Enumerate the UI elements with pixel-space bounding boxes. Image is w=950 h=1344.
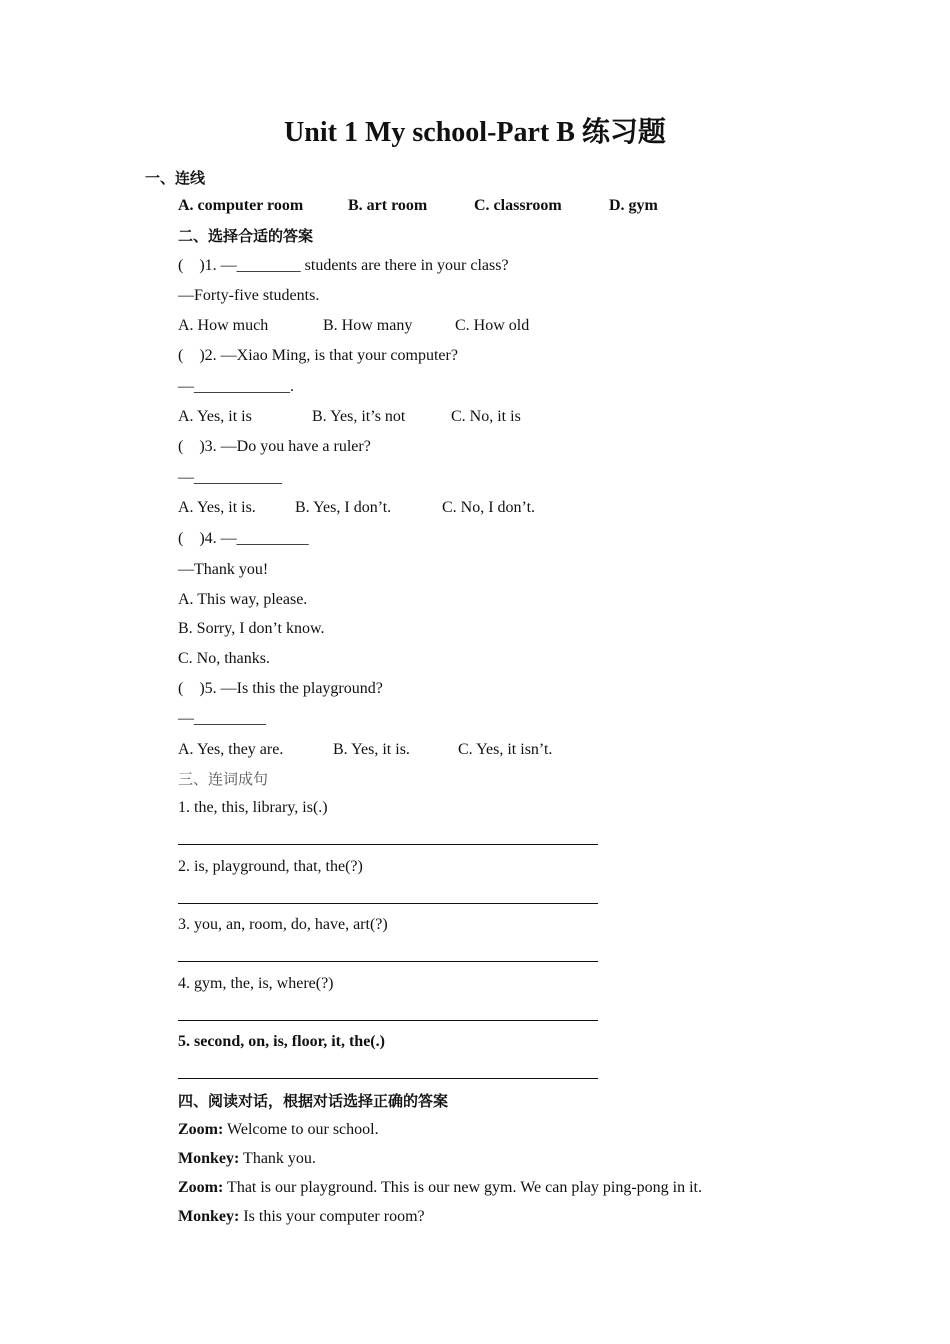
q4-option-c: C. No, thanks. <box>178 650 270 667</box>
match-item-b: B. art room <box>348 197 428 214</box>
q4-reply: —Thank you! <box>178 561 269 578</box>
match-item-a: A. computer room <box>178 197 304 214</box>
dialogue-speaker: Zoom: <box>178 1179 224 1196</box>
q1-stem: ( )1. —________ students are there in your class? <box>178 257 509 274</box>
q1-option-a: A. How much <box>178 317 269 334</box>
dialogue-speaker: Zoom: <box>178 1121 224 1138</box>
q5-options <box>178 739 778 761</box>
q4-stem: ( )4. —_________ <box>178 530 309 547</box>
q5-option-b: B. Yes, it is. <box>333 741 410 758</box>
q1-reply: —Forty-five students. <box>178 287 320 304</box>
dialogue-text: Is this your computer room? <box>239 1208 425 1225</box>
sentence-4-words: 4. gym, the, is, where(?) <box>178 975 334 992</box>
q4-option-a: A. This way, please. <box>178 591 308 608</box>
match-item-d: D. gym <box>609 197 658 214</box>
match-item-c: C. classroom <box>474 197 562 214</box>
q5-reply: —_________ <box>178 710 266 727</box>
page-title: Unit 1 My school-Part B 练习题 <box>284 117 666 148</box>
dialogue-speaker: Monkey: <box>178 1208 240 1225</box>
sentence-4-answer-line[interactable] <box>178 1020 598 1021</box>
section1-items <box>178 195 778 217</box>
sentence-2-words: 2. is, playground, that, the(?) <box>178 858 363 875</box>
dialogue-line-1 <box>178 1119 379 1141</box>
q3-option-b: B. Yes, I don’t. <box>295 499 392 516</box>
sentence-5-answer-line[interactable] <box>178 1078 598 1079</box>
sentence-5-words: 5. second, on, is, floor, it, the(.) <box>178 1033 385 1050</box>
sentence-2-answer-line[interactable] <box>178 903 598 904</box>
q2-option-a: A. Yes, it is <box>178 408 252 425</box>
q3-option-a: A. Yes, it is. <box>178 499 256 516</box>
q1-option-c: C. How old <box>455 317 530 334</box>
section2-heading: 二、选择合适的答案 <box>178 227 314 245</box>
q1-option-b: B. How many <box>323 317 413 334</box>
q3-reply: —___________ <box>178 469 282 486</box>
sentence-1-words: 1. the, this, library, is(.) <box>178 799 328 816</box>
q5-stem: ( )5. —Is this the playground? <box>178 680 383 697</box>
dialogue-line-2 <box>178 1148 316 1170</box>
dialogue-line-3 <box>178 1177 702 1199</box>
q2-option-c: C. No, it is <box>451 408 521 425</box>
q3-stem: ( )3. —Do you have a ruler? <box>178 438 371 455</box>
sentence-3-answer-line[interactable] <box>178 961 598 962</box>
q5-option-a: A. Yes, they are. <box>178 741 284 758</box>
q2-stem: ( )2. —Xiao Ming, is that your computer? <box>178 347 458 364</box>
q3-option-c: C. No, I don’t. <box>442 499 536 516</box>
q2-reply: —____________. <box>178 378 294 395</box>
dialogue-text: That is our playground. This is our new gym. We can play ping-pong in it. <box>223 1179 702 1196</box>
sentence-1-answer-line[interactable] <box>178 844 598 845</box>
q5-option-c: C. Yes, it isn’t. <box>458 741 553 758</box>
dialogue-text: Welcome to our school. <box>223 1121 379 1138</box>
dialogue-speaker: Monkey: <box>178 1150 240 1167</box>
section4-heading: 四、阅读对话，根据对话选择正确的答案 <box>178 1092 449 1110</box>
dialogue-line-4 <box>178 1206 425 1228</box>
q2-options <box>178 406 778 428</box>
q4-option-b: B. Sorry, I don’t know. <box>178 620 325 637</box>
section3-heading: 三、连词成句 <box>178 770 269 788</box>
q2-option-b: B. Yes, it’s not <box>312 408 406 425</box>
q1-options <box>178 315 778 337</box>
section1-heading: 一、连线 <box>145 169 206 187</box>
sentence-3-words: 3. you, an, room, do, have, art(?) <box>178 916 388 933</box>
dialogue-text: Thank you. <box>239 1150 316 1167</box>
q3-options <box>178 497 778 519</box>
